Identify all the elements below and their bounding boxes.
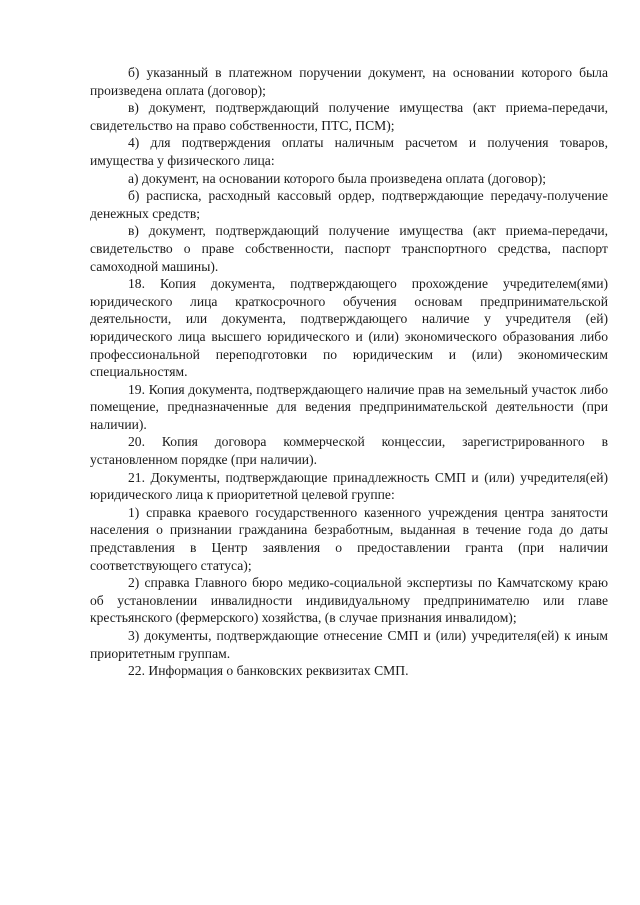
paragraph-b-payment-order-document: б) указанный в платежном поручении документ, на основании которого была произведена оплата (договор); bbox=[90, 65, 608, 98]
paragraph-v-property-receipt-document: в) документ, подтверждающий получение имущества (акт приема-передачи, свидетельство на право собственности, ПТС, ПСМ); bbox=[90, 100, 608, 133]
paragraph-v-property-documents: в) документ, подтверждающий получение имущества (акт приема-передачи, свидетельство о праве собственности, паспорт транспортного средства, паспорт самоходной машины). bbox=[90, 223, 608, 274]
paragraph-a-contract: а) документ, на основании которого была произведена оплата (договор); bbox=[128, 170, 547, 186]
paragraph-b-receipt-cash-order: б) расписка, расходный кассовый ордер, подтверждающие передачу-получение денежных средств; bbox=[90, 188, 608, 221]
paragraph-4-cash-payment: 4) для подтверждения оплаты наличным расчетом и получения товаров, имущества у физического лица: bbox=[90, 135, 608, 168]
paragraph-21-2-disability-certificate: 2) справка Главного бюро медико-социальной экспертизы по Камчатскому краю об установлении инвалидности индивидуальному предпринимателю или главе крестьянского (фермерского) хозяйства, (в случае признания инвалидом); bbox=[90, 575, 608, 626]
paragraph-21-3-other-priority-groups: 3) документы, подтверждающие отнесение СМП и (или) учредителя(ей) к иным приоритетным группам. bbox=[90, 628, 608, 661]
document-page bbox=[90, 64, 608, 680]
paragraph-20-concession-contract: 20. Копия договора коммерческой концессии, зарегистрированного в установленном порядке (при наличии). bbox=[90, 434, 608, 468]
paragraph-22-bank-details: 22. Информация о банковских реквизитах СМП. bbox=[128, 663, 409, 679]
paragraph-18-training-copy: 18. Копия документа, подтверждающего прохождение учредителем(ями) юридического лица краткосрочного обучения основам предпринимательской деятельности, или документа, подтверждающего наличие у учредителя (ей) юридического лица высшего юридического и (или) экономического образования либо профессиональной переподготовки по юридическим и (или) экономическим специальностям. bbox=[90, 276, 608, 380]
paragraph-21-1-unemployment-certificate: 1) справка краевого государственного казенного учреждения центра занятости населения о признании гражданина безработным, выданная в течение года до даты представления в Центр заявления о предоставлении гранта (при наличии соответствующего статуса); bbox=[90, 504, 608, 573]
paragraph-21-priority-group-documents: 21. Документы, подтверждающие принадлежность СМП и (или) учредителя(ей) юридического лица к приоритетной целевой группе: bbox=[90, 469, 608, 503]
paragraph-19-land-rights-copy: 19. Копия документа, подтверждающего наличие прав на земельный участок либо помещение, предназначенные для ведения предпринимательской деятельности (при наличии). bbox=[90, 381, 608, 432]
